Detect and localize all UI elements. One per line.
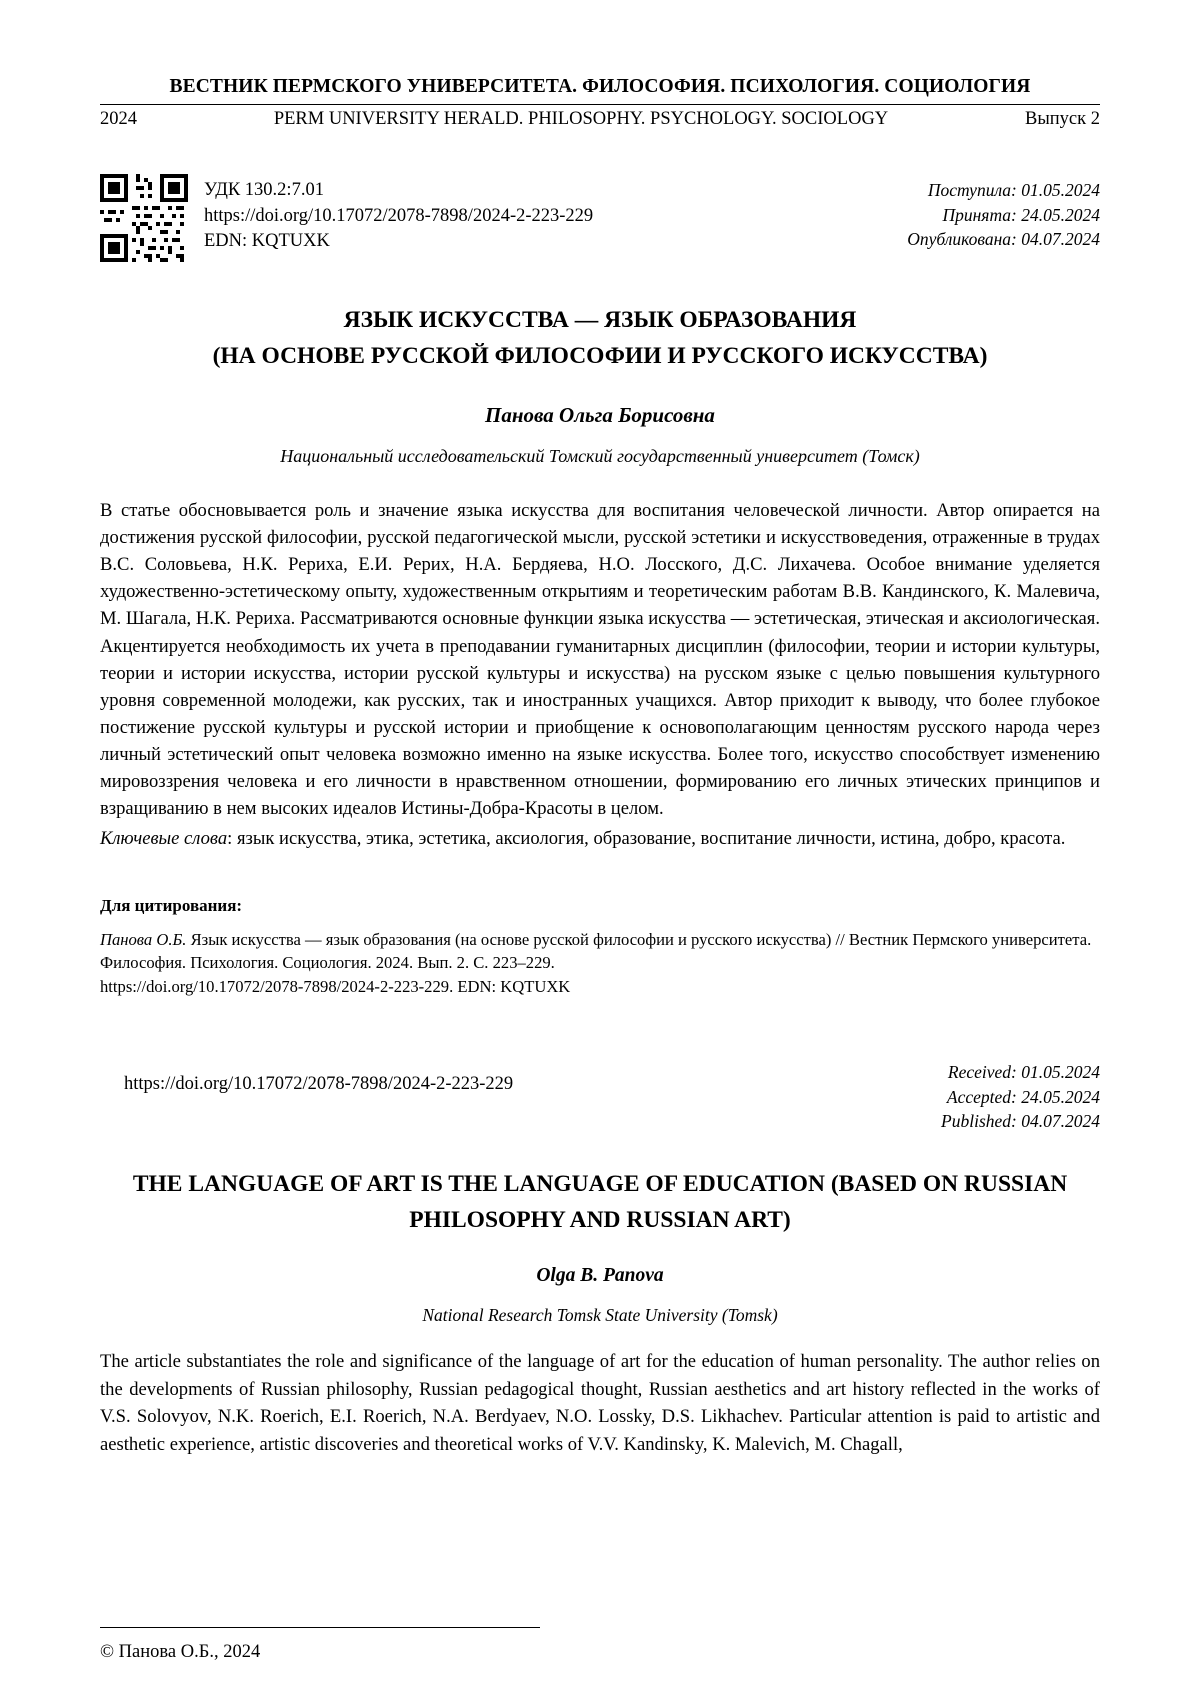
- doi-link[interactable]: https://doi.org/10.17072/2078-7898/2024-2-223-229: [204, 205, 594, 226]
- citation-author: Панова О.Б.: [100, 929, 187, 949]
- qr-code-icon: [100, 174, 188, 262]
- article-title-en-line1: THE LANGUAGE OF ART IS THE LANGUAGE OF EDUCATION: [132, 1170, 825, 1197]
- page-footer: [100, 1627, 1100, 1663]
- edn-code: EDN: KQTUXK: [204, 231, 330, 252]
- journal-title-ru: ВЕСТНИК ПЕРМСКОГО УНИВЕРСИТЕТА. ФИЛОСОФИЯ. ПСИХОЛОГИЯ. СОЦИОЛОГИЯ: [169, 76, 1031, 97]
- metadata-dates-en: [941, 1060, 1100, 1134]
- article-title-ru: [100, 302, 1100, 375]
- metadata-identifiers: [204, 174, 907, 255]
- received-date-ru: Поступила: 01.05.2024: [927, 180, 1100, 200]
- keywords-text-ru: : язык искусства, этика, эстетика, аксиология, образование, воспитание личности, истина, добро, красота.: [227, 827, 1066, 849]
- published-date-ru: Опубликована: 04.07.2024: [907, 229, 1100, 249]
- copyright-notice: © Панова О.Б., 2024: [100, 1642, 261, 1662]
- metadata-block: [100, 174, 1100, 262]
- journal-title-en: PERM UNIVERSITY HERALD. PHILOSOPHY. PSYCHOLOGY. SOCIOLOGY: [273, 109, 889, 129]
- article-title-ru-line1: ЯЗЫК ИСКУССТВА — ЯЗЫК ОБРАЗОВАНИЯ: [343, 307, 857, 333]
- citation-heading: Для цитирования:: [100, 895, 243, 915]
- affiliation-ru: Национальный исследовательский Томский государственный университет (Томск): [280, 445, 920, 466]
- citation-body: [100, 928, 1100, 999]
- author-name-en: Olga B. Panova: [536, 1264, 664, 1286]
- footer-divider: [100, 1627, 540, 1628]
- accepted-date-en: Accepted: 24.05.2024: [946, 1086, 1100, 1107]
- accepted-date-ru: Принята: 24.05.2024: [942, 204, 1100, 225]
- header-row: [100, 109, 1100, 130]
- article-title-ru-line2: (НА ОСНОВЕ РУССКОЙ ФИЛОСОФИИ И РУССКОГО ИСКУССТВА): [212, 343, 988, 370]
- udc-code: УДК 130.2:7.01: [204, 180, 324, 200]
- abstract-ru: В статье обосновывается роль и значение языка искусства для воспитания человеческой личности. Автор опирается на достижения русской философии, русской педагогической мысли, русской эстетики и искусствоведения, отраженные в трудах В.С. Соловьева, Н.К. Рериха, Е.И. Рерих, Н.А. Бердяева, Н.О. Лосского, Д.С. Лихачева. Особое внимание уделяется художественно-эстетическому опыту, художественным открытиям и теоретическим работам В.В. Кандинского, К. Малевича, М. Шагала, Н.К. Рериха. Рассматриваются основные функции языка искусства — эстетическая, этическая и аксиологическая. Акцентируется необходимость их учета в преподавании гуманитарных дисциплин (философии, теории и истории культуры, теории и истории искусства, истории русской культуры и искусства) на русском языке с целью повышения культурного уровня современной молодежи, как русских, так и иностранных учащихся. Автор приходит к выводу, что более глубокое постижение русской культуры и русской истории и приобщение к основополагающим ценностям русского народа через личный эстетический опыт человека возможно именно на языке искусства. Более того, искусство способствует изменению мировоззрения человека и его личности в нравственном отношении, формированию его личных этических принципов и взращиванию в нем высоких идеалов Истины-Добра-Красоты в целом.: [100, 499, 1100, 820]
- author-name-ru: Панова Ольга Борисовна: [485, 402, 715, 427]
- affiliation-en: National Research Tomsk State University (Tomsk): [422, 1304, 778, 1325]
- citation-doi[interactable]: https://doi.org/10.17072/2078-7898/2024-2-223-229. EDN: KQTUXK: [100, 976, 571, 996]
- metadata-dates-ru: [907, 174, 1100, 252]
- keywords-ru: [100, 825, 1100, 852]
- received-date-en: Received: 01.05.2024: [947, 1062, 1100, 1083]
- doi-link-en[interactable]: https://doi.org/10.17072/2078-7898/2024-2-223-229: [124, 1074, 514, 1095]
- keywords-label-ru: Ключевые слова: [100, 827, 228, 849]
- article-title-en: [100, 1166, 1100, 1239]
- header-issue: Выпуск 2: [1025, 109, 1100, 129]
- citation-text: Язык искусства — язык образования (на основе русской философии и русского искусства) // Вестник Пермского университета. Философия. Психология. Социология. 2024. Вып. 2. С. 223–229.: [100, 929, 1092, 973]
- abstract-en: The article substantiates the role and significance of the language of art for the education of human personality. The author relies on the developments of Russian philosophy, Russian pedagogical thought, Russian aesthetics and art history reflected in the works of V.S. Solovyov, N.K. Roerich, E.I. Roerich, N.A. Berdyaev, N.O. Lossky, D.S. Likhachev. Particular attention is paid to artistic and aesthetic experience, artistic discoveries and theoretical works of V.V. Kandinsky, K. Malevich, M. Chagall,: [100, 1350, 1100, 1456]
- article-title-en-line2: (BASED ON RUSSIAN PHILOSOPHY AND RUSSIAN ART): [409, 1170, 1068, 1234]
- published-date-en: Published: 04.07.2024: [941, 1111, 1100, 1132]
- header-year: 2024: [100, 109, 137, 129]
- metadata-block-en: [100, 1060, 1100, 1134]
- header-divider: [100, 104, 1100, 105]
